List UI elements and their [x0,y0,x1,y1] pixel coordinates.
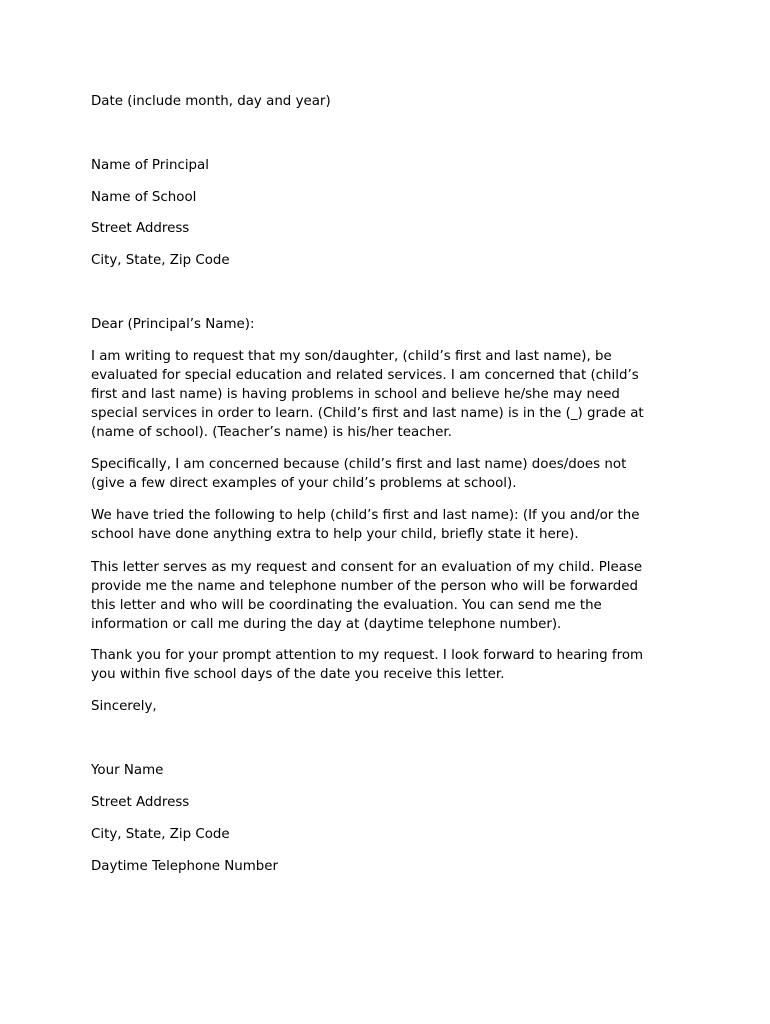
sender-phone: Daytime Telephone Number [91,859,279,874]
paragraph-concerns [91,455,681,493]
recipient-school: Name of School [91,190,197,205]
paragraph-line: information or call me during the day at (daytime telephone number). [91,617,562,632]
salutation: Dear (Principal’s Name): [91,317,255,332]
paragraph-line: I am writing to request that my son/daughter, (child’s first and last name), be [91,349,612,364]
recipient-city-state-zip: City, State, Zip Code [91,253,230,268]
sender-city-state-zip: City, State, Zip Code [91,827,230,842]
paragraph-line: school have done anything extra to help your child, briefly state it here). [91,527,579,542]
paragraph-line: Thank you for your prompt attention to my request. I look forward to hearing from [91,648,644,663]
paragraph-request [91,347,681,442]
paragraph-line: We have tried the following to help (child’s first and last name): (If you and/or the [91,508,640,523]
paragraph-line: (give a few direct examples of your child’s problems at school). [91,476,517,491]
paragraph-line: (name of school). (Teacher’s name) is his/her teacher. [91,425,452,440]
paragraph-attempts [91,506,681,544]
paragraph-line: This letter serves as my request and consent for an evaluation of my child. Please [91,560,643,575]
paragraph-consent [91,558,681,634]
letter-date: Date (include month, day and year) [91,94,331,109]
sender-street: Street Address [91,795,190,810]
paragraph-line: you within five school days of the date you receive this letter. [91,667,505,682]
recipient-street: Street Address [91,221,190,236]
paragraph-line: this letter and who will be coordinating the evaluation. You can send me the [91,598,602,613]
closing: Sincerely, [91,699,157,714]
paragraph-thanks [91,646,681,684]
paragraph-line: special services in order to learn. (Child’s first and last name) is in the (_) grade at [91,406,644,421]
recipient-principal: Name of Principal [91,158,209,173]
sender-name: Your Name [91,763,164,778]
paragraph-line: Specifically, I am concerned because (child’s first and last name) does/does not [91,457,627,472]
paragraph-line: evaluated for special education and related services. I am concerned that (child’s [91,368,639,383]
paragraph-line: provide me the name and telephone number of the person who will be forwarded [91,579,639,594]
paragraph-line: first and last name) is having problems in school and believe he/she may need [91,387,620,402]
